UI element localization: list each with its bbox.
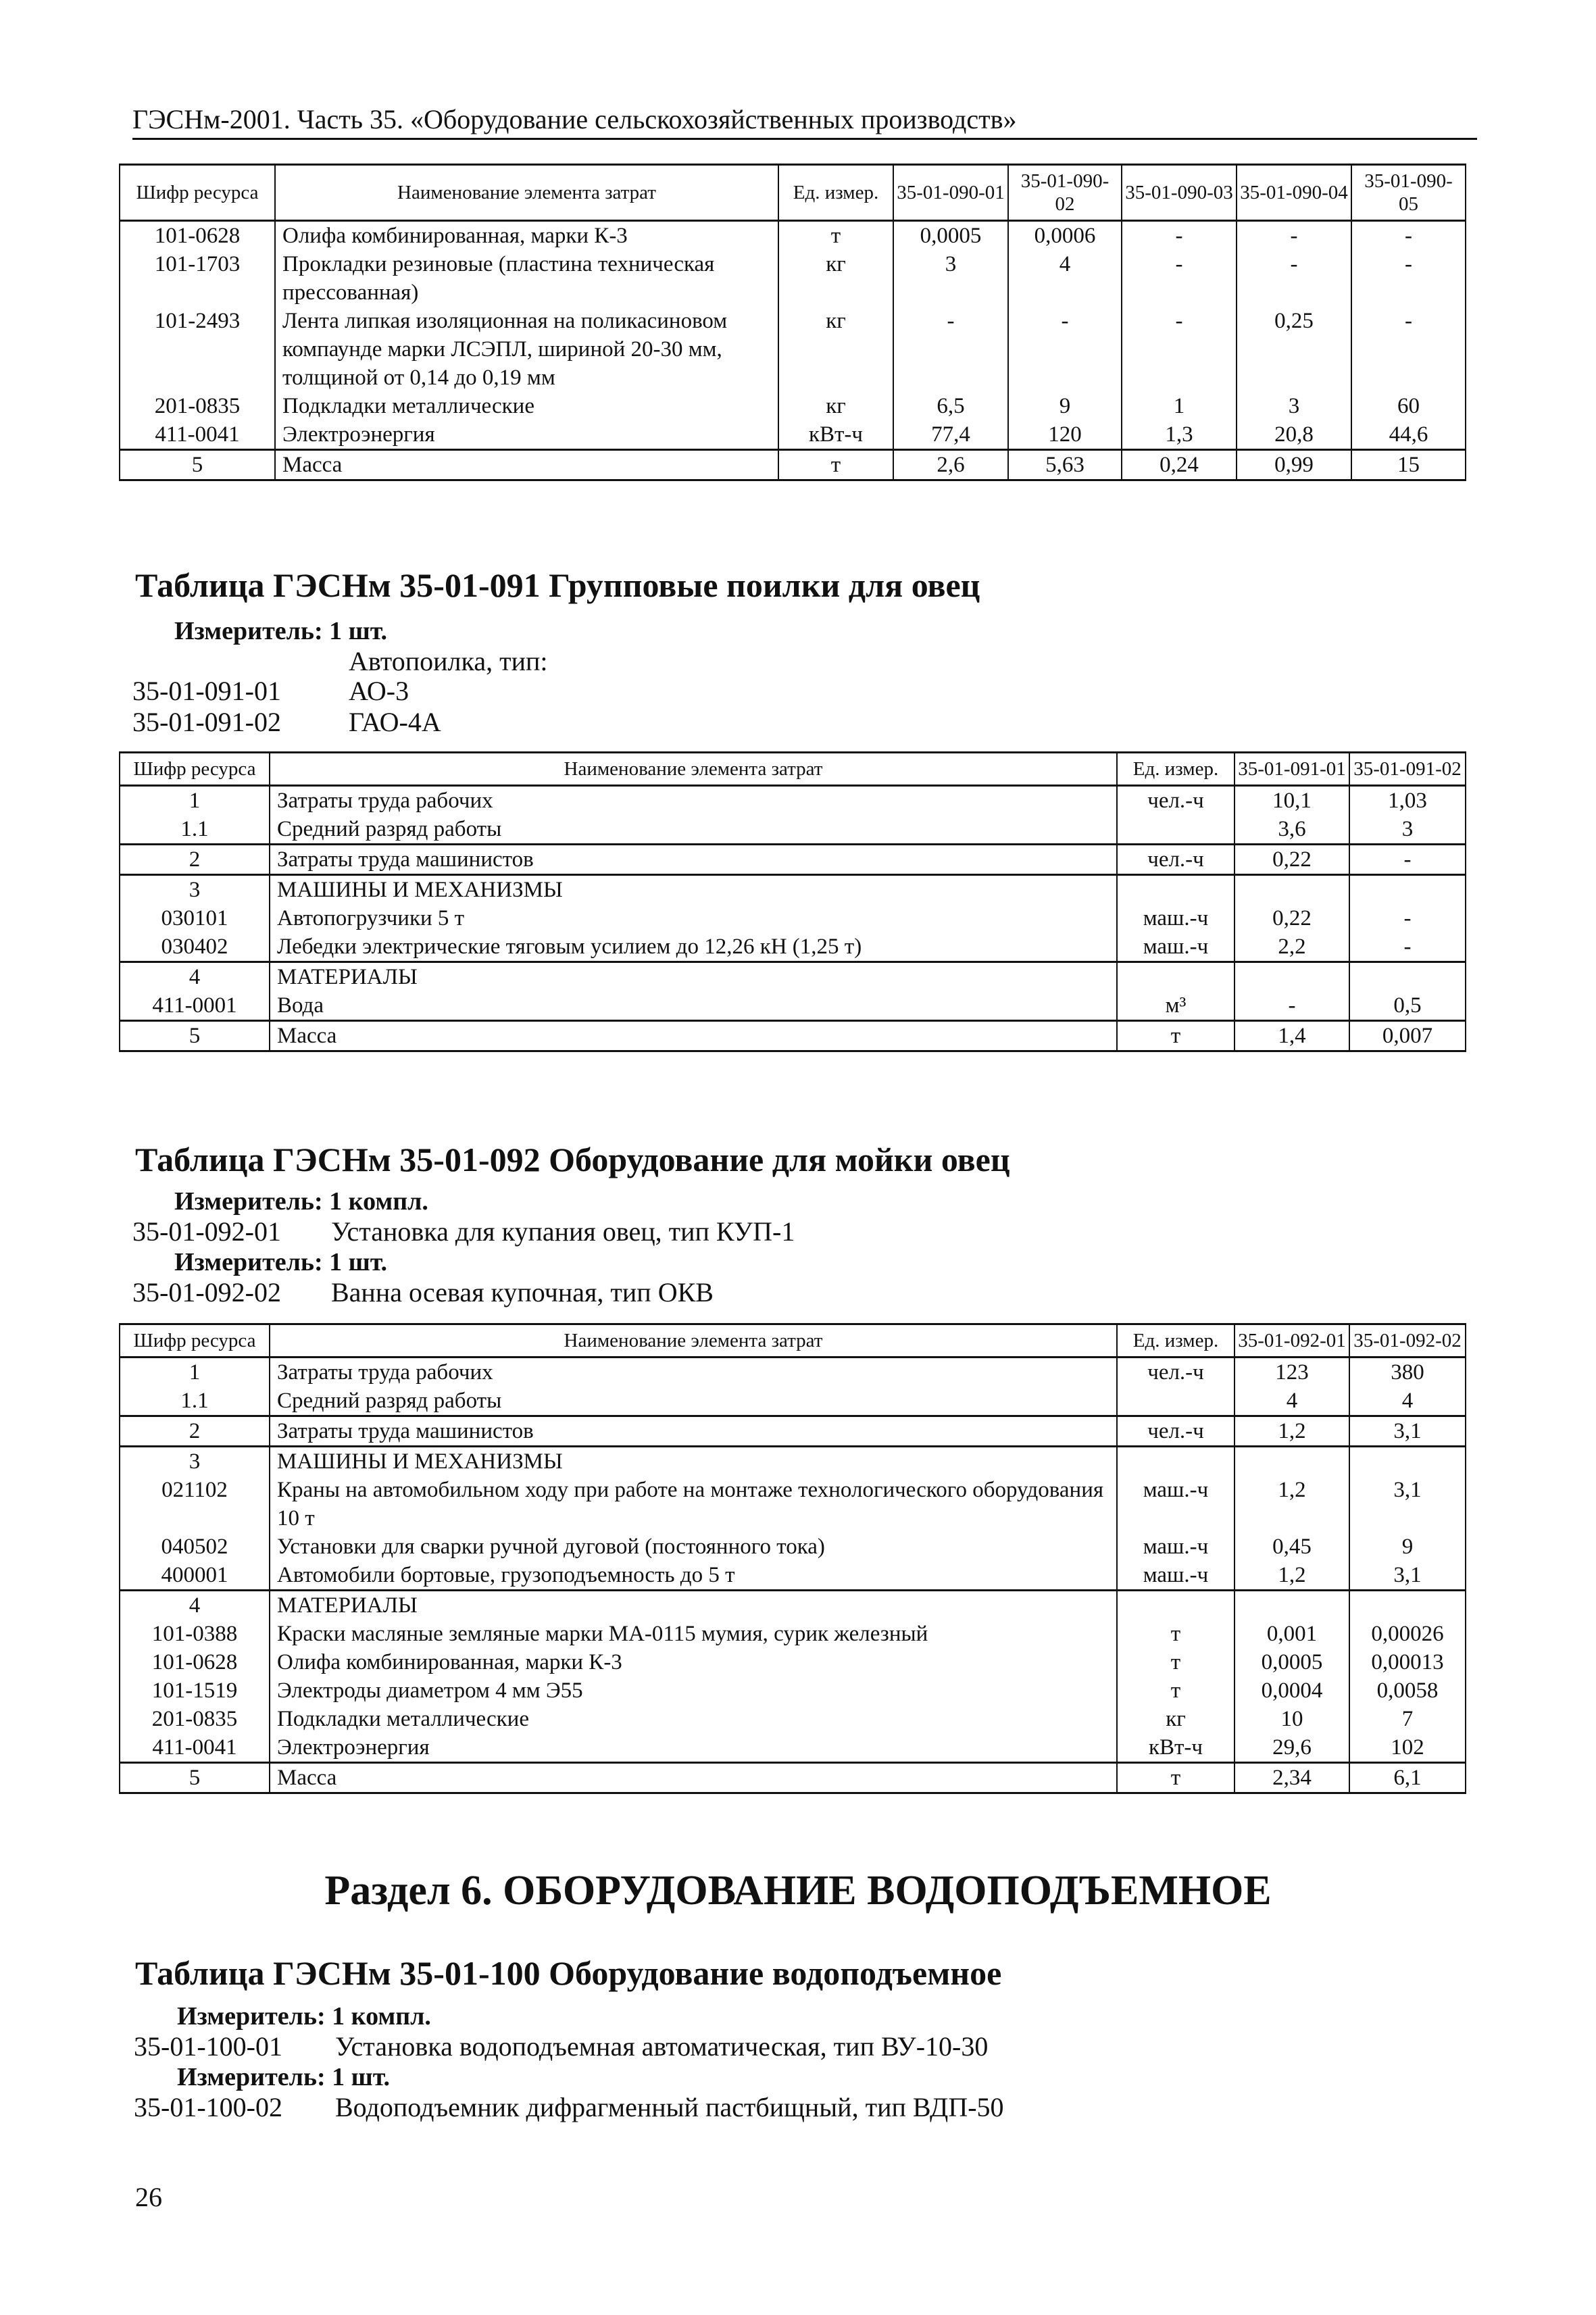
cell-unit: кг [1117, 1705, 1235, 1733]
cell-code: 021102 [120, 1476, 270, 1533]
cell-value: 10 [1235, 1705, 1349, 1733]
header-col2: 35-01-091-02 [1349, 753, 1466, 786]
cell-name: Лебедки электрические тяговым усилием до 12,26 кН (1,25 т) [270, 932, 1117, 962]
cell-value: 3 [1349, 815, 1466, 845]
cell-name: Масса [270, 1021, 1117, 1051]
cell-value: 0,22 [1235, 845, 1349, 875]
table-row [120, 392, 1466, 420]
table-row [120, 1763, 1466, 1793]
cell-value: 0,99 [1237, 450, 1351, 480]
cell-value: 0,0004 [1235, 1676, 1349, 1705]
header-col2: 35-01-090-02 [1008, 165, 1122, 221]
cell-value: - [1122, 250, 1237, 307]
cell-value: - [893, 307, 1008, 392]
measure-091: Измеритель: 1 шт. [174, 617, 388, 645]
table-row [120, 786, 1466, 816]
cell-code: 201-0835 [120, 392, 275, 420]
cell-value: 3 [893, 250, 1008, 307]
table-row [120, 420, 1466, 450]
cell-value: - [1122, 307, 1237, 392]
cell-code: 101-0388 [120, 1620, 270, 1648]
cell-name: Средний разряд работы [270, 815, 1117, 845]
cell-value: - [1351, 307, 1466, 392]
cell-value: - [1122, 221, 1237, 251]
cell-name: Краны на автомобильном ходу при работе на монтаже технологического оборудования 10 т [270, 1476, 1117, 1533]
cell-code: 101-0628 [120, 1648, 270, 1676]
cell-name: МАШИНЫ И МЕХАНИЗМЫ [270, 875, 1117, 905]
table-row [120, 1416, 1466, 1447]
measure-092-01: Измеритель: 1 компл. [174, 1187, 428, 1216]
cell-code: 101-2493 [120, 307, 275, 392]
cell-code: 411-0041 [120, 420, 275, 450]
cell-value: 9 [1349, 1533, 1466, 1561]
cell-value: - [1235, 991, 1349, 1021]
cell-value: 0,5 [1349, 991, 1466, 1021]
cell-unit: маш.-ч [1117, 1561, 1235, 1591]
cell-unit [1117, 1447, 1235, 1476]
cell-code: 040502 [120, 1533, 270, 1561]
cell-unit: т [1117, 1648, 1235, 1676]
cell-unit [1117, 962, 1235, 992]
table-35-01-092 [119, 1323, 1466, 1794]
item-091-01 [132, 676, 409, 707]
page-header: ГЭСНм-2001. Часть 35. «Оборудование сельскохозяйственных производств» [132, 103, 1477, 140]
header-unit: Ед. измер. [778, 165, 893, 221]
table-title-091: Таблица ГЭСНм 35-01-091 Групповые поилки для овец [135, 566, 980, 604]
cell-unit: кг [778, 250, 893, 307]
cell-code: 4 [120, 962, 270, 992]
cell-value: 380 [1349, 1358, 1466, 1387]
item-code: 35-01-092-01 [132, 1216, 281, 1247]
cell-value: 29,6 [1235, 1733, 1349, 1763]
cell-code: 411-0041 [120, 1733, 270, 1763]
measure-100-01: Измеритель: 1 компл. [177, 2002, 431, 2031]
cell-name: Затраты труда рабочих [270, 786, 1117, 816]
cell-name: Затраты труда машинистов [270, 1416, 1117, 1447]
cell-value: 6,5 [893, 392, 1008, 420]
table-title-092: Таблица ГЭСНм 35-01-092 Оборудование для мойки овец [135, 1141, 1010, 1178]
cell-value: 3,1 [1349, 1561, 1466, 1591]
item-092-01 [132, 1216, 795, 1247]
cell-value: - [1349, 845, 1466, 875]
cell-value [1349, 875, 1466, 905]
table-row [120, 221, 1466, 251]
cell-name: Масса [270, 1763, 1117, 1793]
table-row [120, 1561, 1466, 1591]
cell-unit: чел.-ч [1117, 1416, 1235, 1447]
table-row [120, 1705, 1466, 1733]
cell-unit: кг [778, 392, 893, 420]
cell-code: 030101 [120, 904, 270, 932]
cell-unit: т [1117, 1021, 1235, 1051]
cell-unit: чел.-ч [1117, 786, 1235, 816]
cell-value: - [1351, 221, 1466, 251]
table-row [120, 991, 1466, 1021]
cell-value: 44,6 [1351, 420, 1466, 450]
cell-value: 0,001 [1235, 1620, 1349, 1648]
cell-value: 0,22 [1235, 904, 1349, 932]
table-row [120, 1387, 1466, 1416]
cell-name: Автомобили бортовые, грузоподъемность до 5 т [270, 1561, 1117, 1591]
header-col3: 35-01-090-03 [1122, 165, 1237, 221]
cell-value: 120 [1008, 420, 1122, 450]
table-row [120, 1648, 1466, 1676]
header-col1: 35-01-091-01 [1235, 753, 1349, 786]
cell-value: 0,00013 [1349, 1648, 1466, 1676]
cell-name: Подкладки металлические [275, 392, 778, 420]
cell-value: - [1349, 932, 1466, 962]
item-092-02 [132, 1277, 714, 1308]
item-091-02 [132, 707, 441, 738]
header-name: Наименование элемента затрат [270, 753, 1117, 786]
cell-unit: чел.-ч [1117, 845, 1235, 875]
cell-unit: т [1117, 1763, 1235, 1793]
cell-value: 60 [1351, 392, 1466, 420]
cell-code: 5 [120, 450, 275, 480]
cell-value: 9 [1008, 392, 1122, 420]
table-row [120, 450, 1466, 480]
cell-value: 1,2 [1235, 1561, 1349, 1591]
header-name: Наименование элемента затрат [270, 1324, 1117, 1358]
cell-value: 1,2 [1235, 1476, 1349, 1533]
table-row [120, 1447, 1466, 1476]
cell-value: 0,24 [1122, 450, 1237, 480]
cell-name: Электроды диаметром 4 мм Э55 [270, 1676, 1117, 1705]
item-code: 35-01-100-01 [134, 2031, 282, 2062]
cell-value: 3 [1237, 392, 1351, 420]
cell-value: - [1351, 250, 1466, 307]
cell-value: 4 [1235, 1387, 1349, 1416]
cell-value [1349, 1591, 1466, 1620]
table-row [120, 962, 1466, 992]
header-col1: 35-01-092-01 [1235, 1324, 1349, 1358]
cell-code: 3 [120, 1447, 270, 1476]
table-row [120, 1591, 1466, 1620]
item-desc: АО-3 [349, 676, 409, 706]
table-row [120, 1476, 1466, 1533]
cell-name: Краски масляные земляные марки МА-0115 мумия, сурик железный [270, 1620, 1117, 1648]
cell-code: 030402 [120, 932, 270, 962]
subtitle-091: Автопоилка, тип: [349, 646, 548, 676]
cell-value: - [1349, 904, 1466, 932]
cell-value: 102 [1349, 1733, 1466, 1763]
header-unit: Ед. измер. [1117, 1324, 1235, 1358]
cell-code: 101-1519 [120, 1676, 270, 1705]
table-35-01-091 [119, 751, 1466, 1052]
cell-name: Подкладки металлические [270, 1705, 1117, 1733]
table-title-100: Таблица ГЭСНм 35-01-100 Оборудование водоподъемное [135, 1954, 1002, 1992]
cell-value: 123 [1235, 1358, 1349, 1387]
item-desc: Установка водоподъемная автоматическая, тип ВУ-10-30 [335, 2031, 989, 2062]
cell-value: 0,45 [1235, 1533, 1349, 1561]
cell-value: - [1237, 250, 1351, 307]
cell-value: 4 [1008, 250, 1122, 307]
cell-value [1235, 1591, 1349, 1620]
page-number: 26 [135, 2182, 162, 2212]
header-col2: 35-01-092-02 [1349, 1324, 1466, 1358]
cell-unit: т [1117, 1676, 1235, 1705]
table-35-01-090 [119, 164, 1466, 481]
cell-unit [1117, 875, 1235, 905]
item-desc: Установка для купания овец, тип КУП-1 [331, 1216, 795, 1247]
header-col1: 35-01-090-01 [893, 165, 1008, 221]
cell-value [1349, 1447, 1466, 1476]
header-col4: 35-01-090-04 [1237, 165, 1351, 221]
cell-value: 2,2 [1235, 932, 1349, 962]
table-row [120, 1533, 1466, 1561]
cell-name: МАШИНЫ И МЕХАНИЗМЫ [270, 1447, 1117, 1476]
cell-code: 101-1703 [120, 250, 275, 307]
cell-name: Автопогрузчики 5 т [270, 904, 1117, 932]
cell-unit: маш.-ч [1117, 932, 1235, 962]
cell-value: 15 [1351, 450, 1466, 480]
table-row [120, 815, 1466, 845]
cell-name: Электроэнергия [270, 1733, 1117, 1763]
table-row [120, 932, 1466, 962]
cell-value: 7 [1349, 1705, 1466, 1733]
table-row [120, 875, 1466, 905]
cell-value: 1,4 [1235, 1021, 1349, 1051]
cell-value: 77,4 [893, 420, 1008, 450]
cell-unit [1117, 815, 1235, 845]
cell-value: 3,1 [1349, 1476, 1466, 1533]
cell-value [1235, 1447, 1349, 1476]
cell-value: 0,25 [1237, 307, 1351, 392]
table-row [120, 250, 1466, 307]
cell-code: 1 [120, 786, 270, 816]
cell-value: 2,6 [893, 450, 1008, 480]
item-100-01 [134, 2031, 988, 2062]
cell-value: 4 [1349, 1387, 1466, 1416]
item-code: 35-01-091-01 [132, 676, 281, 706]
cell-unit: маш.-ч [1117, 1476, 1235, 1533]
cell-value [1349, 962, 1466, 992]
cell-code: 3 [120, 875, 270, 905]
cell-code: 1.1 [120, 815, 270, 845]
header-name: Наименование элемента затрат [275, 165, 778, 221]
cell-value: 0,0058 [1349, 1676, 1466, 1705]
cell-value: 0,0005 [893, 221, 1008, 251]
item-code: 35-01-100-02 [134, 2092, 282, 2122]
cell-value: 3,1 [1349, 1416, 1466, 1447]
cell-unit: кВт-ч [1117, 1733, 1235, 1763]
item-desc: Водоподъемник дифрагменный пастбищный, тип ВДП-50 [335, 2092, 1004, 2122]
cell-unit: м³ [1117, 991, 1235, 1021]
cell-unit: чел.-ч [1117, 1358, 1235, 1387]
cell-unit [1117, 1591, 1235, 1620]
cell-unit: маш.-ч [1117, 904, 1235, 932]
cell-unit: маш.-ч [1117, 1533, 1235, 1561]
table-row [120, 1620, 1466, 1648]
cell-unit: кВт-ч [778, 420, 893, 450]
cell-code: 2 [120, 845, 270, 875]
cell-code: 411-0001 [120, 991, 270, 1021]
cell-value: - [1237, 221, 1351, 251]
cell-unit [1117, 1387, 1235, 1416]
measure-092-02: Измеритель: 1 шт. [174, 1248, 388, 1276]
table-row [120, 1733, 1466, 1763]
cell-unit: т [778, 450, 893, 480]
cell-name: МАТЕРИАЛЫ [270, 1591, 1117, 1620]
cell-code: 1.1 [120, 1387, 270, 1416]
table-row [120, 1021, 1466, 1051]
cell-code: 400001 [120, 1561, 270, 1591]
cell-code: 5 [120, 1763, 270, 1793]
cell-value: 6,1 [1349, 1763, 1466, 1793]
item-code: 35-01-091-02 [132, 707, 281, 737]
header-unit: Ед. измер. [1117, 753, 1235, 786]
cell-name: Установки для сварки ручной дуговой (постоянного тока) [270, 1533, 1117, 1561]
cell-value: 5,63 [1008, 450, 1122, 480]
table-row [120, 845, 1466, 875]
cell-value: 1 [1122, 392, 1237, 420]
cell-unit: т [1117, 1620, 1235, 1648]
header-code: Шифр ресурса [120, 1324, 270, 1358]
cell-name: Прокладки резиновые (пластина техническая прессованная) [275, 250, 778, 307]
cell-name: Электроэнергия [275, 420, 778, 450]
cell-code: 1 [120, 1358, 270, 1387]
cell-code: 5 [120, 1021, 270, 1051]
table-row [120, 1358, 1466, 1387]
cell-name: Затраты труда рабочих [270, 1358, 1117, 1387]
cell-value: 1,2 [1235, 1416, 1349, 1447]
cell-name: МАТЕРИАЛЫ [270, 962, 1117, 992]
cell-value: 10,1 [1235, 786, 1349, 816]
section-title: Раздел 6. ОБОРУДОВАНИЕ ВОДОПОДЪЕМНОЕ [324, 1868, 1272, 1914]
table-row [120, 1676, 1466, 1705]
cell-name: Масса [275, 450, 778, 480]
cell-value: 0,00026 [1349, 1620, 1466, 1648]
cell-value: 0,0006 [1008, 221, 1122, 251]
cell-value [1235, 875, 1349, 905]
table-row [120, 307, 1466, 392]
cell-name: Вода [270, 991, 1117, 1021]
item-desc: Ванна осевая купочная, тип ОКВ [331, 1277, 714, 1308]
cell-value: - [1008, 307, 1122, 392]
cell-code: 201-0835 [120, 1705, 270, 1733]
cell-value: 1,3 [1122, 420, 1237, 450]
cell-value: 1,03 [1349, 786, 1466, 816]
measure-100-02: Измеритель: 1 шт. [177, 2063, 391, 2091]
cell-value: 3,6 [1235, 815, 1349, 845]
cell-name: Лента липкая изоляционная на поликасиновом компаунде марки ЛСЭПЛ, шириной 20-30 мм, толщиной от 0,14 до 0,19 мм [275, 307, 778, 392]
cell-value: 0,007 [1349, 1021, 1466, 1051]
cell-value: 20,8 [1237, 420, 1351, 450]
cell-value: 2,34 [1235, 1763, 1349, 1793]
cell-name: Затраты труда машинистов [270, 845, 1117, 875]
cell-unit: кг [778, 307, 893, 392]
table-row [120, 904, 1466, 932]
item-100-02 [134, 2092, 1004, 2123]
cell-unit: т [778, 221, 893, 251]
item-desc: ГАО-4А [349, 707, 441, 737]
cell-value [1235, 962, 1349, 992]
cell-code: 4 [120, 1591, 270, 1620]
cell-code: 2 [120, 1416, 270, 1447]
cell-name: Олифа комбинированная, марки К-3 [275, 221, 778, 251]
cell-code: 101-0628 [120, 221, 275, 251]
cell-name: Олифа комбинированная, марки К-3 [270, 1648, 1117, 1676]
header-col5: 35-01-090-05 [1351, 165, 1466, 221]
item-code: 35-01-092-02 [132, 1277, 281, 1308]
header-code: Шифр ресурса [120, 165, 275, 221]
cell-name: Средний разряд работы [270, 1387, 1117, 1416]
header-code: Шифр ресурса [120, 753, 270, 786]
cell-value: 0,0005 [1235, 1648, 1349, 1676]
